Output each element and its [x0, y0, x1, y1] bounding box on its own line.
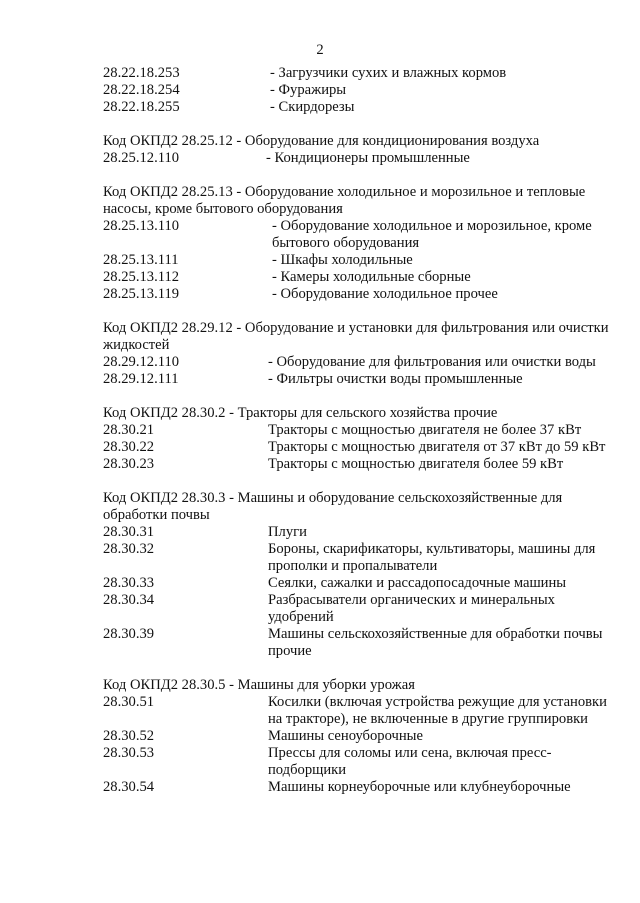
item-code: 28.30.51	[103, 694, 155, 710]
section-header: Код ОКПД2 28.30.5 - Машины для уборки урожая	[103, 677, 415, 693]
item-description: - Шкафы холодильные	[272, 252, 413, 268]
item-description: Косилки (включая устройства режущие для установки на тракторе), не включенные в другие группировки	[268, 694, 607, 727]
section-header: Код ОКПД2 28.25.12 - Оборудование для кондиционирования воздуха	[103, 133, 540, 149]
list-item	[103, 626, 623, 660]
list-item	[103, 371, 623, 388]
section-header: Код ОКПД2 28.29.12 - Оборудование и установки для фильтрования или очистки жидкостей	[103, 320, 609, 353]
item-description: - Оборудование холодильное прочее	[272, 286, 498, 302]
item-code: 28.30.22	[103, 439, 155, 455]
item-code: 28.30.34	[103, 592, 155, 608]
item-description: Тракторы с мощностью двигателя от 37 кВт до 59 кВт	[268, 439, 606, 455]
list-item	[103, 439, 623, 456]
list-item	[103, 150, 623, 167]
item-description: - Оборудование для фильтрования или очистки воды	[268, 354, 596, 370]
item-code: 28.30.54	[103, 779, 155, 795]
section-28-25-13	[103, 184, 623, 303]
item-code: 28.30.53	[103, 745, 155, 761]
section-28-30-5	[103, 677, 623, 796]
list-item	[103, 354, 623, 371]
document-body	[103, 65, 623, 813]
item-code: 28.25.13.112	[103, 269, 180, 285]
section-header: Код ОКПД2 28.25.13 - Оборудование холодильное и морозильное и тепловые насосы, кроме бытового оборудования	[103, 184, 586, 217]
list-item	[103, 269, 623, 286]
item-description: - Скирдорезы	[270, 99, 355, 115]
item-code: 28.22.18.255	[103, 99, 180, 115]
item-code: 28.30.33	[103, 575, 155, 591]
item-description: - Фуражиры	[270, 82, 347, 98]
item-description: - Кондиционеры промышленные	[266, 150, 470, 166]
list-item	[103, 218, 623, 252]
list-item	[103, 592, 623, 626]
section-continuation	[103, 65, 623, 116]
item-code: 28.30.32	[103, 541, 155, 557]
item-code: 28.30.23	[103, 456, 155, 472]
item-description: Тракторы с мощностью двигателя не более 37 кВт	[268, 422, 582, 438]
list-item	[103, 745, 623, 779]
item-code: 28.25.12.110	[103, 150, 180, 166]
item-description: - Камеры холодильные сборные	[272, 269, 471, 285]
list-item	[103, 252, 623, 269]
item-description: Сеялки, сажалки и рассадопосадочные машины	[268, 575, 567, 591]
item-description: Плуги	[268, 524, 307, 540]
item-description: Бороны, скарификаторы, культиваторы, машины для прополки и пропалыватели	[268, 541, 596, 574]
list-item	[103, 524, 623, 541]
item-description: Машины сельскохозяйственные для обработки почвы прочие	[268, 626, 603, 659]
list-item	[103, 99, 623, 116]
section-28-30-2	[103, 405, 623, 473]
item-description: Машины сеноуборочные	[268, 728, 423, 744]
item-code: 28.30.21	[103, 422, 155, 438]
list-item	[103, 286, 623, 303]
item-code: 28.25.13.110	[103, 218, 180, 234]
section-28-25-12	[103, 133, 623, 167]
item-description: Тракторы с мощностью двигателя более 59 кВт	[268, 456, 564, 472]
list-item	[103, 422, 623, 439]
item-code: 28.30.31	[103, 524, 155, 540]
item-code: 28.22.18.254	[103, 82, 180, 98]
item-code: 28.22.18.253	[103, 65, 180, 81]
item-code: 28.25.13.111	[103, 252, 179, 268]
item-code: 28.29.12.111	[103, 371, 179, 387]
item-description: - Оборудование холодильное и морозильное, кроме бытового оборудования	[272, 218, 592, 251]
section-28-29-12	[103, 320, 623, 388]
item-code: 28.30.39	[103, 626, 155, 642]
list-item	[103, 541, 623, 575]
list-item	[103, 575, 623, 592]
item-description: - Загрузчики сухих и влажных кормов	[270, 65, 507, 81]
page-number: 2	[316, 42, 324, 58]
item-description: Прессы для соломы или сена, включая пресс-подборщики	[268, 745, 552, 778]
section-28-30-3	[103, 490, 623, 660]
item-description: Разбрасыватели органических и минеральных удобрений	[268, 592, 555, 625]
list-item	[103, 779, 623, 796]
item-code: 28.30.52	[103, 728, 155, 744]
list-item	[103, 65, 623, 82]
item-description: Машины корнеуборочные или клубнеуборочные	[268, 779, 571, 795]
list-item	[103, 82, 623, 99]
list-item	[103, 456, 623, 473]
item-description: - Фильтры очистки воды промышленные	[268, 371, 523, 387]
section-header: Код ОКПД2 28.30.3 - Машины и оборудование сельскохозяйственные для обработки почвы	[103, 490, 563, 523]
list-item	[103, 728, 623, 745]
item-code: 28.29.12.110	[103, 354, 180, 370]
list-item	[103, 694, 623, 728]
section-header: Код ОКПД2 28.30.2 - Тракторы для сельского хозяйства прочие	[103, 405, 498, 421]
item-code: 28.25.13.119	[103, 286, 180, 302]
